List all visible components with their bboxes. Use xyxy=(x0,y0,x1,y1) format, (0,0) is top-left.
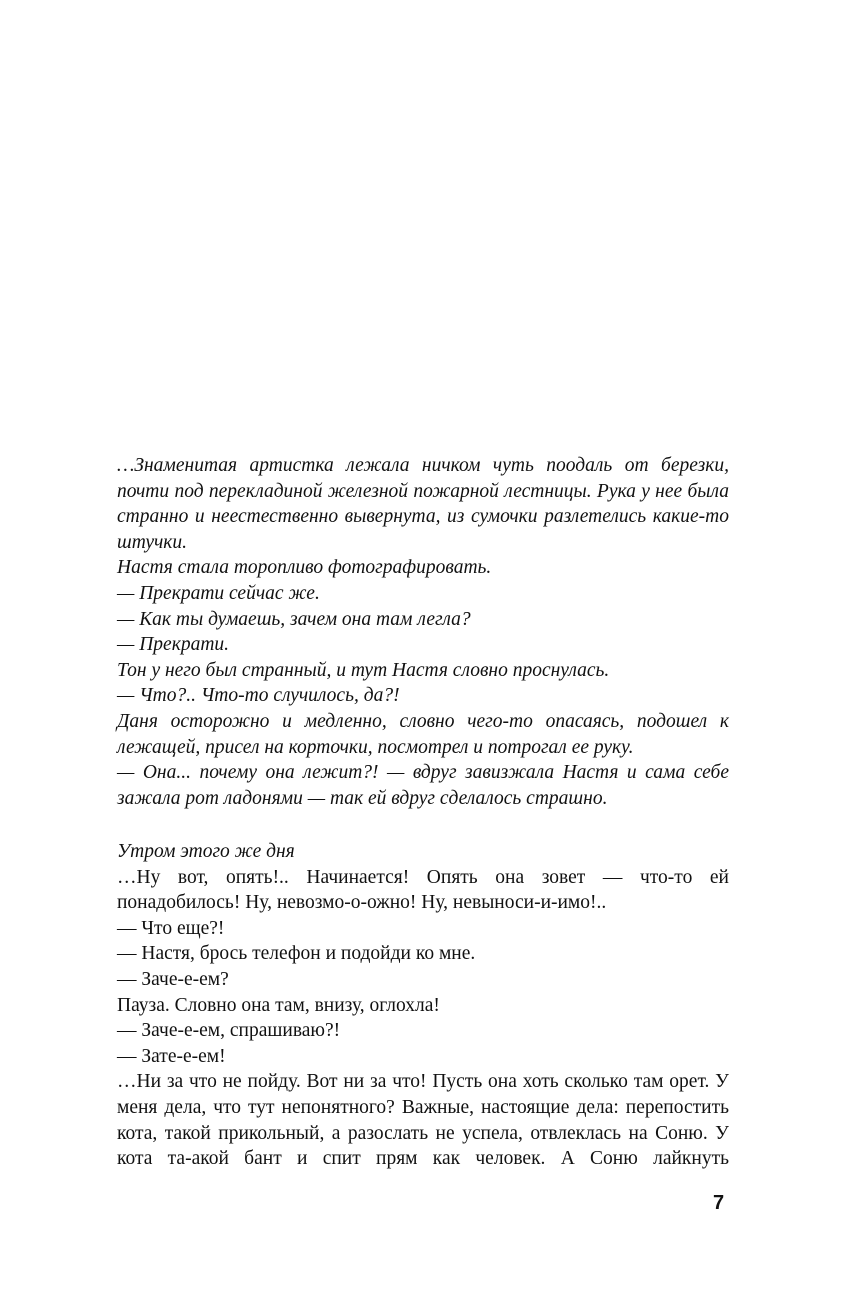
chapter-paragraph: — Что еще?! xyxy=(117,917,225,939)
prologue-paragraph: — Она... почему она лежит?! — вдруг завизжала Настя и сама себе зажала рот ладонями — так ей вдруг сделалось страшно. xyxy=(117,762,729,809)
prologue-paragraph: Настя стала торопливо фотографировать. xyxy=(117,557,492,579)
chapter-section xyxy=(117,839,729,1172)
chapter-paragraph: …Ну вот, опять!.. Начинается! Опять она зовет — что-то ей понадобилось! Ну, невозмо-о-ожно! Ну, невыноси-и-имо!.. xyxy=(117,866,729,914)
prologue-paragraph: …Знаменитая артистка лежала ничком чуть поодаль от березки, почти под перекладиной железной пожарной лестницы. Рука у нее была странно и неестественно вывернута, из сумочки разлетелись какие-то штучки. xyxy=(117,455,729,553)
chapter-paragraph: …Ни за что не пойду. Вот ни за что! Пусть она хоть сколько там орет. У меня дела, что тут непонятного? Важные, настоящие дела: перепостить кота, такой прикольный, а разослать не успела, отвлеклась на Соню. У кота та-акой бант и спит прям как человек. А Соню лайкнуть xyxy=(117,1071,729,1170)
prologue-paragraph: Тон у него был странный, и тут Настя словно проснулась. xyxy=(117,659,610,681)
prologue-paragraph: — Прекрати сейчас же. xyxy=(117,582,320,604)
prologue-paragraph: Даня осторожно и медленно, словно чего-то опасаясь, подошел к лежащей, присел на корточки, посмотрел и потрогал ее руку. xyxy=(117,710,729,758)
prologue-section xyxy=(117,453,729,811)
chapter-paragraph: — Настя, брось телефон и подойди ко мне. xyxy=(117,943,476,965)
prologue-paragraph: — Прекрати. xyxy=(117,634,230,656)
chapter-paragraph: — Заче-е-ем? xyxy=(117,968,229,990)
page-number: 7 xyxy=(713,1192,725,1214)
chapter-paragraph: — Зате-е-ем! xyxy=(117,1045,226,1067)
chapter-paragraph: — Заче-е-ем, спрашиваю?! xyxy=(117,1020,341,1042)
chapter-paragraph: Пауза. Словно она там, внизу, оглохла! xyxy=(117,994,440,1016)
prologue-paragraph: — Как ты думаешь, зачем она там легла? xyxy=(117,608,471,630)
prologue-paragraph: — Что?.. Что-то случилось, да?! xyxy=(117,685,400,707)
chapter-heading: Утром этого же дня xyxy=(117,841,295,862)
